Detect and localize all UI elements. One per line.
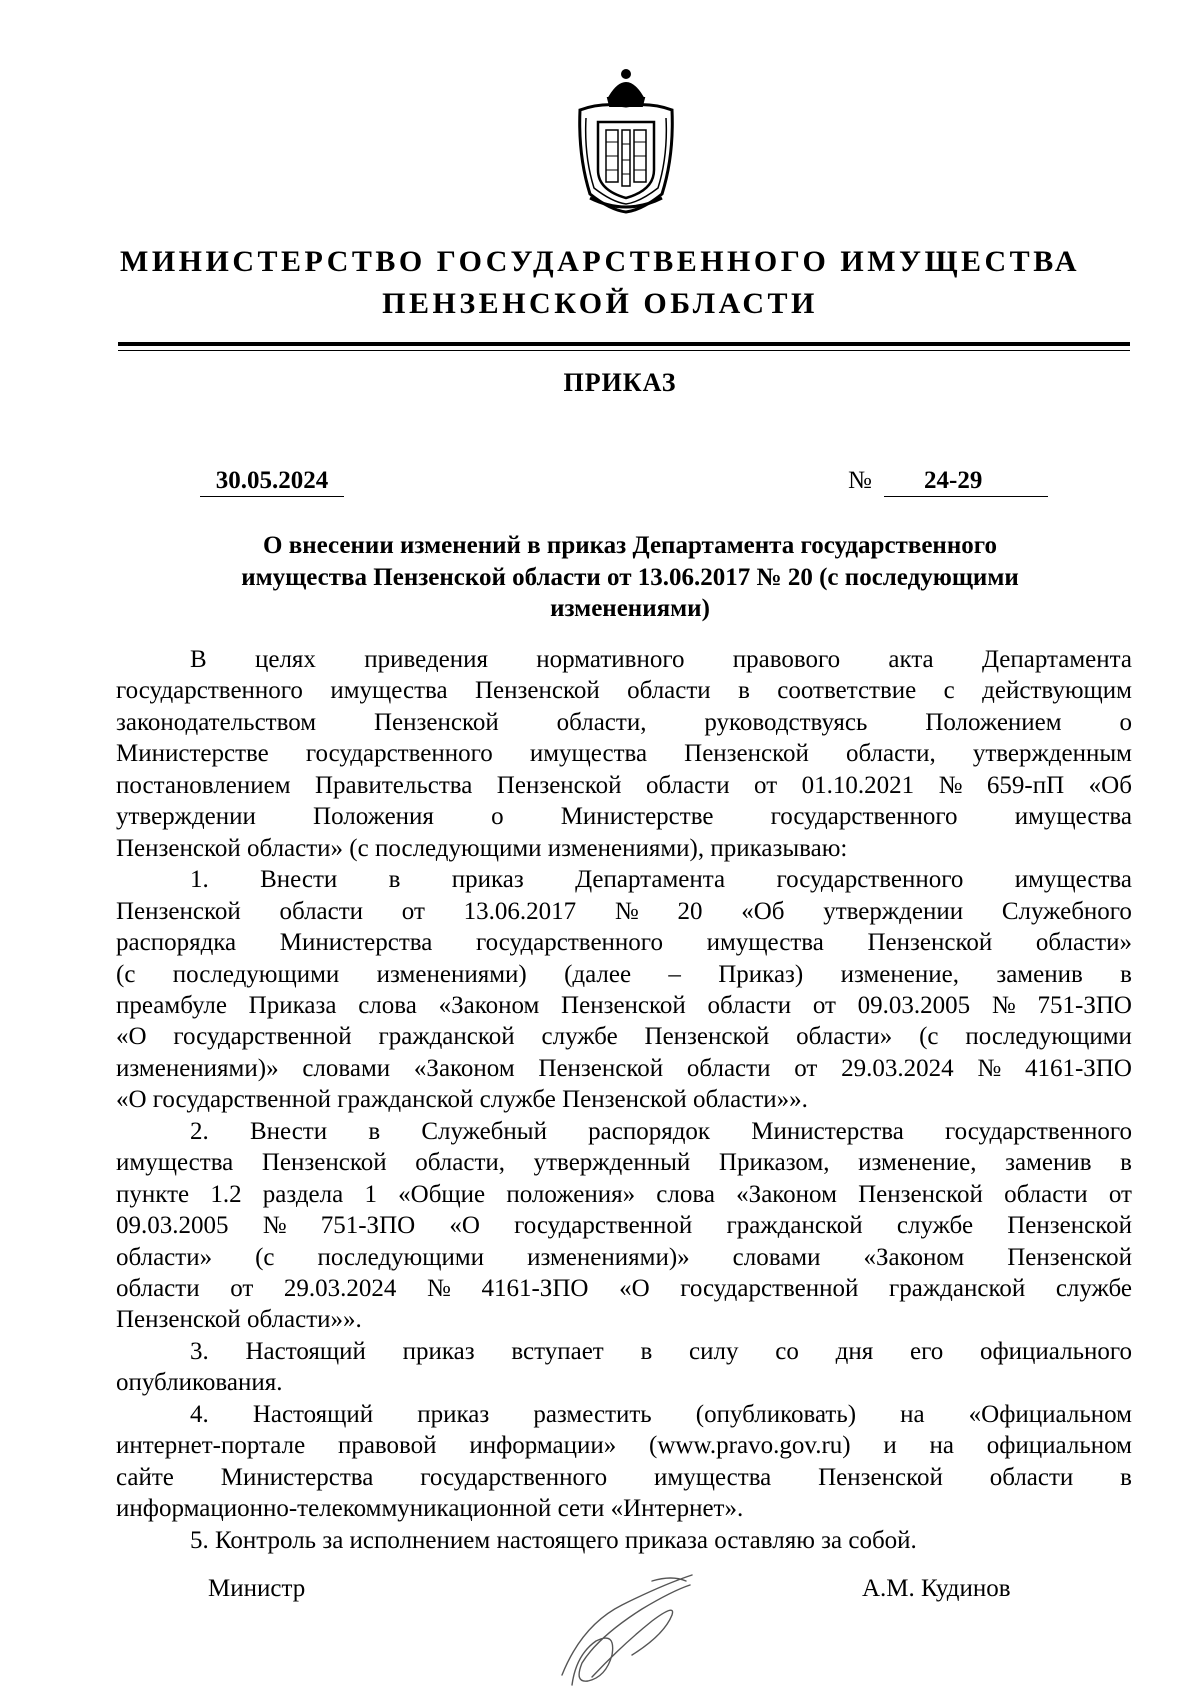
header-rule-thin [118,350,1130,351]
body-line: 1. Внести в приказ Департамента государственного имущества [190,866,1132,894]
body-line: распорядка Министерства государственного имущества Пензенской области» [116,929,1132,957]
body-line: 2. Внести в Служебный распорядок Министерства государственного [190,1117,1132,1145]
body-line: имущества Пензенской области, утвержденный Приказом, изменение, заменив в [116,1149,1132,1177]
header-rule-thick [118,342,1130,346]
body-line: утверждении Положения о Министерстве государственного имущества [116,803,1132,831]
title-line: О внесении изменений в приказ Департамента государственного [263,532,997,559]
body-line: информационно-телекоммуникационной сети «Интернет». [116,1495,744,1523]
body-line: Пензенской области от 13.06.2017 № 20 «Об утверждении Служебного [116,897,1132,925]
body-line: «О государственной гражданской службе Пензенской области»». [116,1086,808,1114]
body-line: (с последующими изменениями) (далее – Приказ) изменение, заменив в [116,960,1132,988]
body-line: области от 29.03.2024 № 4161-ЗПО «О государственной гражданской службе [116,1275,1132,1302]
document-type: ПРИКАЗ [563,368,677,397]
body-line: преамбуле Приказа слова «Законом Пензенской области от 09.03.2005 № 751-ЗПО [116,991,1132,1019]
body-line: области» (с последующими изменениями)» словами «Законом Пензенской [116,1243,1132,1271]
body-line: сайте Министерства государственного имущества Пензенской области в [116,1463,1132,1491]
body-line: изменениями)» словами «Законом Пензенской области от 29.03.2024 № 4161-ЗПО [116,1054,1132,1082]
document-number: 24-29 [884,466,1048,497]
handwritten-signature [552,1545,702,1695]
document-date: 30.05.2024 [200,466,344,497]
ministry-name-line2: ПЕНЗЕНСКОЙ ОБЛАСТИ [382,287,818,320]
title-line: изменениями) [550,595,710,622]
body-line: государственного имущества Пензенской области в соответствие с действующим [116,677,1132,705]
body-line: Пензенской области» (с последующими изменениями), приказываю: [116,834,848,862]
body-line: Министерстве государственного имущества Пензенской области, утвержденным [116,740,1132,768]
signatory-role: Министр [208,1575,306,1602]
body-line: постановлением Правительства Пензенской области от 01.10.2021 № 659-пП «Об [116,771,1132,799]
document-title [130,530,1130,625]
title-line: имущества Пензенской области от 13.06.2017 № 20 (с последующими [241,563,1019,591]
body-line: Пензенской области»». [116,1306,362,1334]
body-line: 3. Настоящий приказ вступает в силу со дня его официального [190,1337,1132,1365]
body-line: 5. Контроль за исполнением настоящего приказа оставляю за собой. [190,1526,917,1554]
body-line: опубликования. [116,1369,283,1397]
body-line: законодательством Пензенской области, руководствуясь Положением о [116,708,1132,736]
body-line: пункте 1.2 раздела 1 «Общие положения» слова «Законом Пензенской области от [116,1180,1132,1208]
body-line: 09.03.2005 № 751-ЗПО «О государственной гражданской службе Пензенской [116,1212,1132,1240]
coat-of-arms-emblem [570,66,682,214]
signatory-name: А.М. Кудинов [862,1575,1011,1602]
body-line: 4. Настоящий приказ разместить (опубликовать) на «Официальном [190,1400,1132,1428]
body-line: В целях приведения нормативного правового акта Департамента [190,646,1132,673]
body-line: интернет-портале правовой информации» (www.pravo.gov.ru) и на официальном [116,1432,1132,1460]
body-line: «О государственной гражданской службе Пензенской области» (с последующими [116,1023,1132,1051]
ministry-name-line1: МИНИСТЕРСТВО ГОСУДАРСТВЕННОГО ИМУЩЕСТВА [120,245,1080,278]
number-sign: № [848,467,872,494]
